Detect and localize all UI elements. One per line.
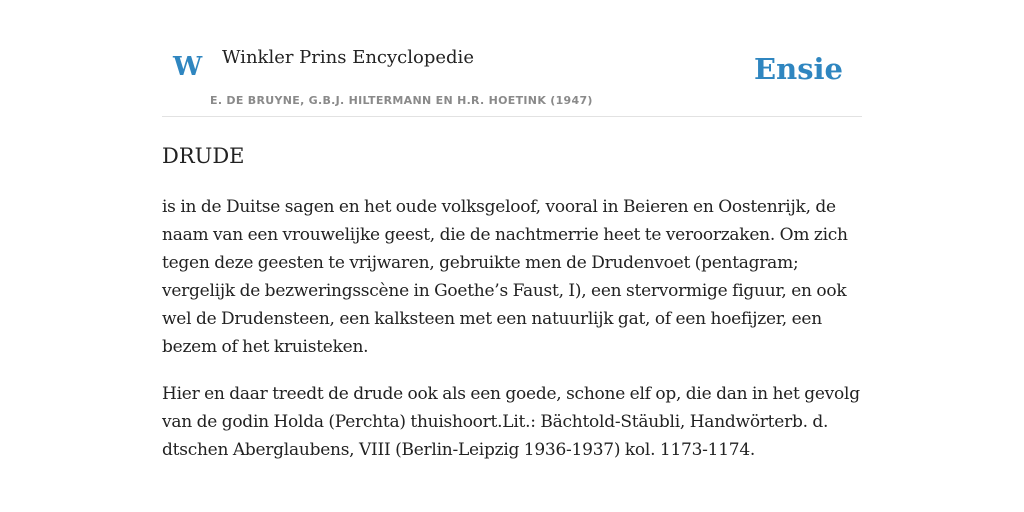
authors-line: E. DE BRUYNE, G.B.J. HILTERMANN EN H.R. HOETINK (1947): [210, 94, 593, 107]
winkler-prins-logo[interactable]: W: [173, 52, 203, 82]
ensie-logo[interactable]: Ensie: [754, 52, 843, 86]
entry-paragraph-1: is in de Duitse sagen en het oude volksgeloof, vooral in Beieren en Oostenrijk, de naam van een vrouwelijke geest, die de nachtmerrie heet te veroorzaken. Om zich tegen deze geesten te vrijwaren, gebruikte men de Drudenvoet (pentagram; vergelijk de bezweringsscène in Goethe’s Faust, I), een stervormige figuur, en ook wel de Drudensteen, een kalksteen met een natuurlijk gat, of een hoefijzer, een bezem of het kruisteken.: [162, 197, 848, 357]
source-header: [162, 0, 862, 117]
entry-paragraph-2: Hier en daar treedt de drude ook als een goede, schone elf op, die dan in het gevolg van de godin Holda (Perchta) thuishoort.Lit.: Bächtold-Stäubli, Handwörterb. d. dtschen Aberglaubens, VIII (Berlin-Leipzig 1936-1937) kol. 1173-1174.: [162, 384, 860, 460]
entry-title: DRUDE: [162, 144, 245, 168]
content-column: [162, 0, 862, 464]
book-title-link[interactable]: Winkler Prins Encyclopedie: [222, 47, 474, 68]
